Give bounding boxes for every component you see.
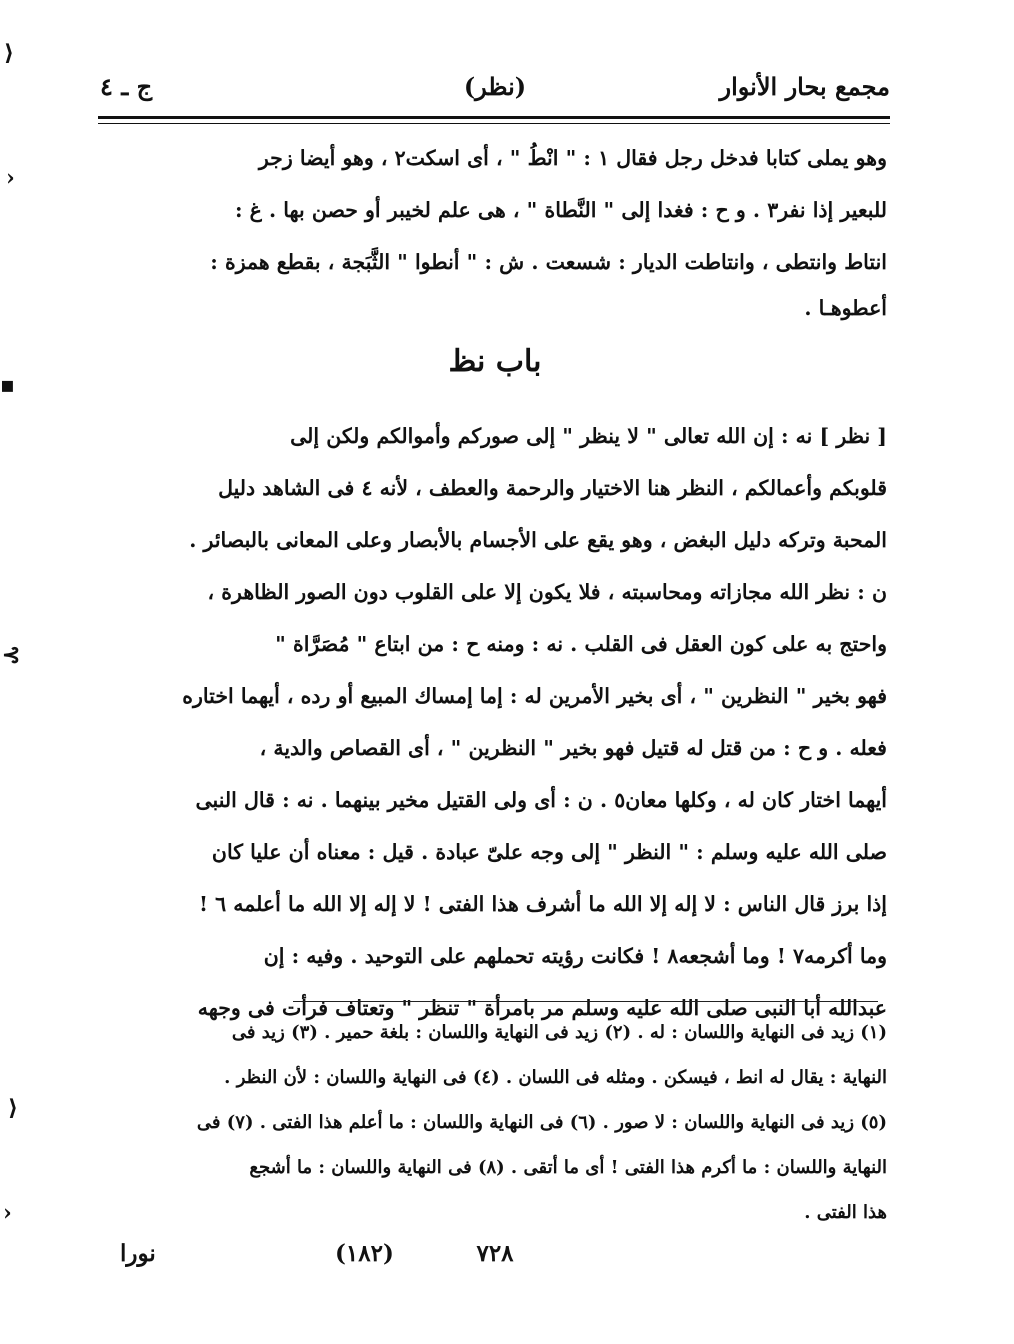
body-line: وهو يملى كتابا فدخل رجل فقال ١ : " انْطُ " ، أى اسكت٢ ، وهو أيضا زجر [258,146,887,170]
body-main [103,410,887,1034]
body-line: إذا برز قال الناس : لا إله إلا الله ما أشرف هذا الفتى ! لا إله إلا الله ما أعلمه ٦ ! [199,892,887,916]
sheet-number: (١٨٢) [335,1240,394,1267]
page-footer [100,1240,890,1280]
body-top [103,132,887,328]
scan-edge-mark: ▪ [0,372,15,398]
body-line: وما أكرمه٧ ! وما أشجعه٨ ! فكانت رؤيته تحملهم على التوحيد . وفيه : إن [263,944,887,968]
scan-edge-mark: › [6,165,15,191]
body-line: انتاط وانتطى ، وانتاطت الديار : شسعت . ش : " أنطوا " الثَّبَجة ، بقطع همزة : [210,250,887,274]
body-line: أعطوهـا . [804,296,887,320]
scan-edge-mark: › [3,1200,12,1226]
body-line: واحتج به على كون العقل فى القلب . نه : ومنه ح : من ابتاع " مُصَرَّاة " [275,632,887,656]
footnote-line: النهاية واللسان : ما أكرم هذا الفتى ! أى ما أتقى . (٨) فى النهاية واللسان : ما أشجع [249,1157,887,1178]
body-line: ن : نظر الله مجازاته ومحاسبته ، فلا يكون إلا على القلوب دون الصور الظاهرة ، [207,580,887,604]
body-line: فهو بخير " النظرين " ، أى بخير الأمرين له : إما إمساك المبيع أو رده ، أيهما اختاره [182,684,887,708]
footnotes [103,1010,887,1235]
footnote-rule [293,1001,878,1002]
body-line: أيهما اختار كان له ، وكلها معان٥ . ن : أى ولى القتيل مخير بينهما . نه : قال النبى [195,788,887,812]
footnote-line: (٥) زيد فى النهاية واللسان : لا صور . (٦) فى النهاية واللسان : ما أعلم هذا الفتى . (٧) فى [196,1112,887,1133]
scan-edge-mark: ⟩ [4,40,15,66]
header-rule-thin [98,123,890,124]
running-header [100,70,890,110]
page-number: ٧٢٨ [476,1240,514,1267]
footnote-line: هذا الفتى . [804,1202,887,1223]
footnote-line: النهاية : يقال له انط ، فيسكن . ومثله فى اللسان . (٤) فى النهاية واللسان : لأن النظر . [224,1067,887,1088]
scan-edge-mark: ⊰ [2,642,21,668]
section-title: باب نظ [448,344,542,379]
body-line: المحبة وتركه دليل البغض ، وهو يقع على الأجسام بالأبصار وعلى المعانى بالبصائر . [189,528,887,552]
body-line: عبدالله أبا النبى صلى الله عليه وسلم مر بامرأة " تنظر " وتعتاف فرأت فى وجهه [197,996,887,1020]
body-line: فعله . و ح : من قتل له قتيل فهو بخير " النظرين " ، أى القصاص والدية ، [259,736,887,760]
header-rule-thick [98,116,890,119]
scan-edge-mark: ⟩ [8,1095,19,1121]
body-line: [ نظر ] نه : إن الله تعالى " لا ينظر " إلى صوركم وأموالكم ولكن إلى [290,424,887,448]
printer-mark: نورا [120,1240,156,1267]
body-line: للبعير إذا نفر٣ . و ح : فغدا إلى " النَّطاة " ، هى علم لخيبر أو حصن بها . غ : [234,198,887,222]
book-title: مجمع بحار الأنوار [719,72,890,101]
footnote-line: (١) زيد فى النهاية واللسان : له . (٢) زيد فى النهاية واللسان : بلغة حمير . (٣) زيد فى [231,1022,887,1043]
entry-root: (نظر) [463,72,527,101]
volume-label: ج ـ ٤ [100,72,153,101]
body-line: قلوبكم وأعمالكم ، النظر هنا الاختيار والرحمة والعطف ، لأنه ٤ فى الشاهد دليل [218,476,887,500]
body-line: صلى الله عليه وسلم : " النظر " إلى وجه علىّ عبادة . قيل : معناه أن عليا كان [211,840,887,864]
